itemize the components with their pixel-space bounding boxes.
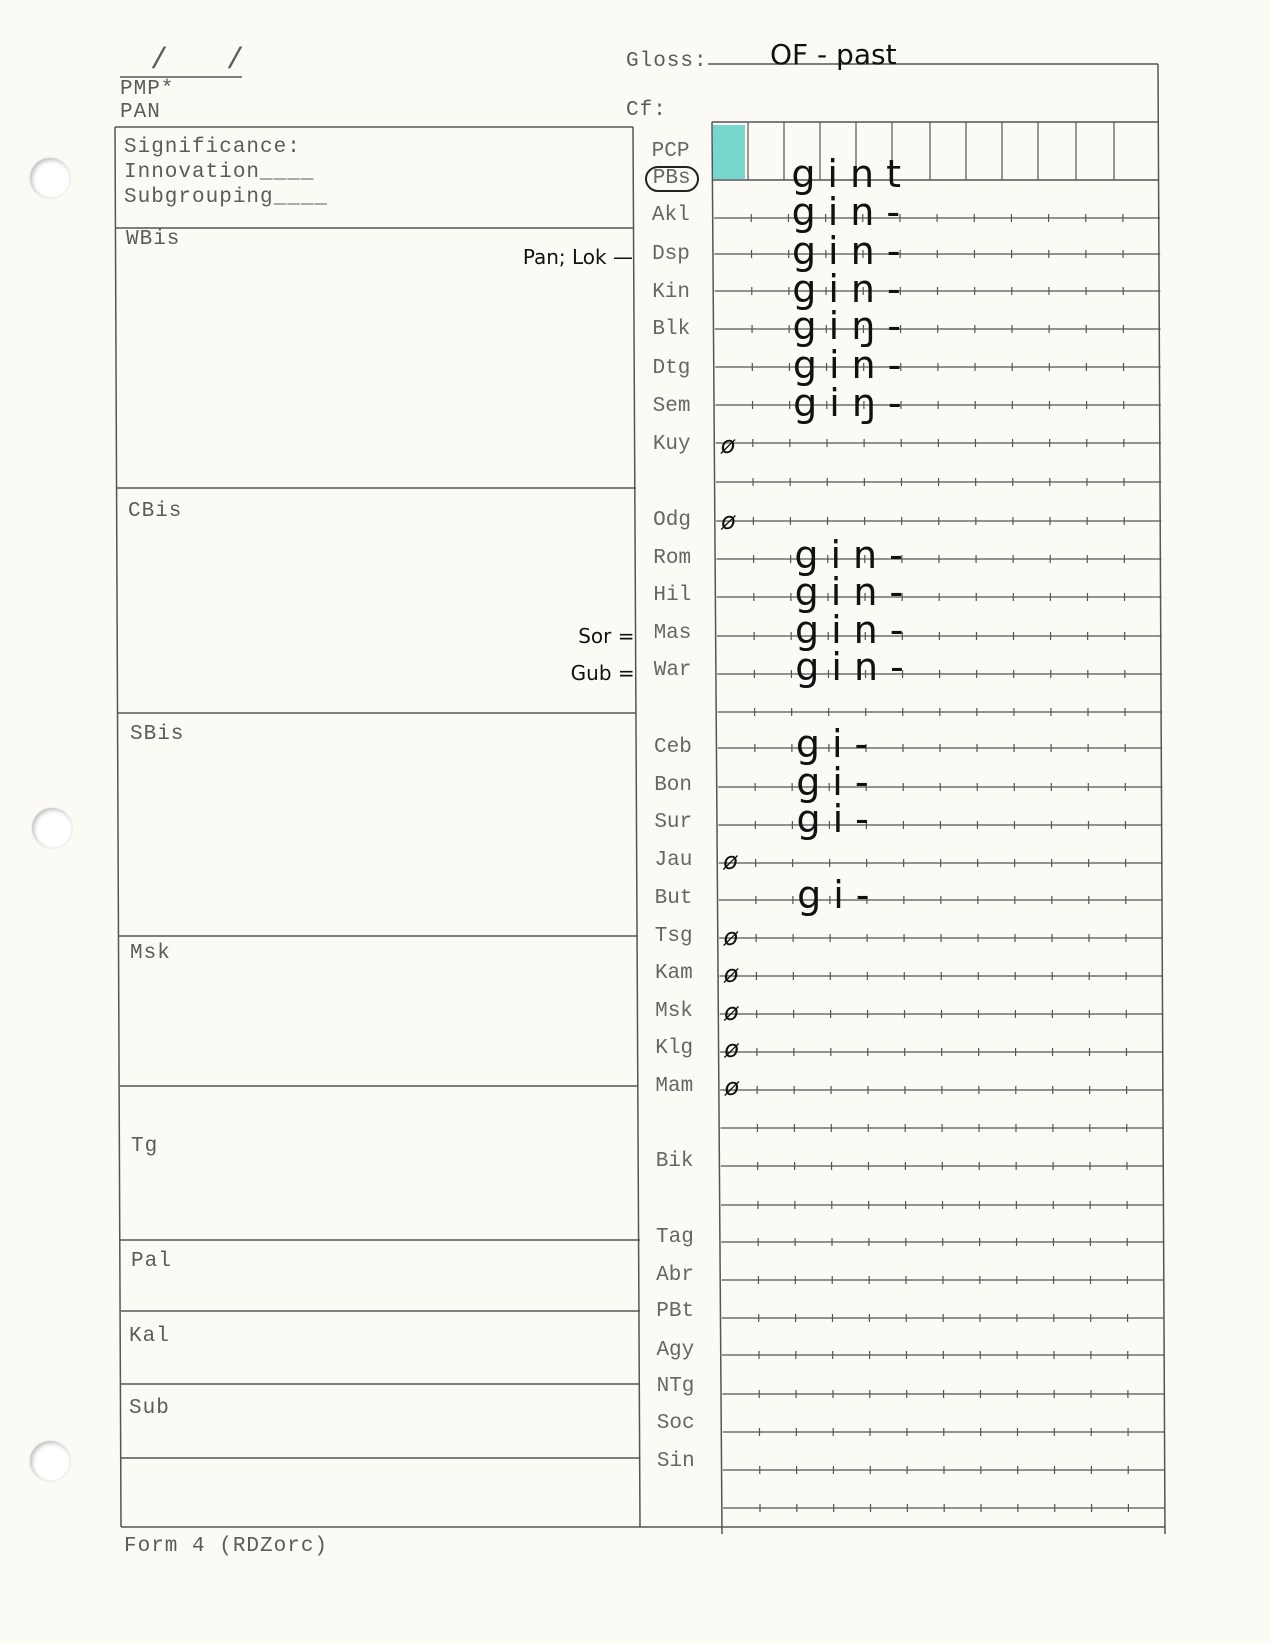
null-reflex-mark: ø (720, 431, 736, 459)
language-code-sur: Sur (654, 811, 693, 834)
null-reflex-mark: ø (723, 923, 739, 951)
language-code-blk: Blk (652, 318, 691, 341)
innovation-label: Innovation____ (124, 161, 315, 184)
language-code-bik: Bik (655, 1150, 694, 1173)
language-code-pcp: PCP (651, 140, 690, 163)
section-label-wbis: WBis (126, 228, 181, 251)
section-label-sub: Sub (129, 1397, 170, 1420)
language-code-msk: Msk (655, 1000, 693, 1023)
reflex-form: gin- (794, 533, 915, 577)
section-label-pal: Pal (131, 1250, 172, 1273)
language-code-soc: Soc (656, 1412, 695, 1435)
reflex-form: giŋ- (792, 304, 914, 348)
reflex-form: gin- (792, 267, 913, 311)
reflex-form: gin- (792, 343, 914, 387)
reflex-form: gin- (794, 608, 916, 652)
language-code-pbt: PBt (656, 1300, 695, 1323)
language-code-odg: Odg (653, 509, 691, 532)
reflex-form: gi- (796, 760, 881, 804)
handwritten-note: Sor = (578, 624, 635, 648)
null-reflex-mark: ø (724, 1035, 739, 1063)
language-code-but: But (654, 887, 693, 910)
reflex-form: gint (791, 152, 913, 196)
language-code-akl: Akl (651, 204, 690, 227)
reflex-form: gi- (795, 722, 881, 766)
language-code-sem: Sem (652, 395, 691, 418)
language-code-mam: Mam (655, 1075, 694, 1098)
language-code-tag: Tag (655, 1226, 694, 1249)
language-code-hil: Hil (653, 584, 692, 607)
language-code-abr: Abr (656, 1264, 694, 1287)
section-label-kal: Kal (129, 1325, 170, 1348)
reflex-form: gin- (791, 190, 913, 234)
section-label-sbis: SBis (130, 723, 185, 746)
language-code-kuy: Kuy (652, 433, 691, 456)
gloss-label: Gloss: (626, 50, 708, 73)
language-code-tsg: Tsg (654, 925, 693, 948)
language-code-dtg: Dtg (652, 357, 691, 380)
reflex-form: giŋ- (793, 381, 914, 425)
reflex-form: gin- (791, 229, 913, 273)
significance-label: Significance: (124, 136, 301, 159)
language-code-sin: Sin (656, 1450, 695, 1473)
footer-label: Form 4 (RDZorc) (124, 1535, 329, 1558)
language-code-kin: Kin (652, 281, 691, 304)
reflex-form: gi- (797, 873, 882, 917)
language-code-agy: Agy (656, 1339, 695, 1362)
language-code-mas: Mas (653, 622, 692, 645)
section-label-tg: Tg (131, 1135, 159, 1158)
language-code-rom: Rom (653, 547, 692, 570)
date-slashes: / / (150, 44, 265, 78)
cf-label: Cf: (626, 99, 667, 122)
null-reflex-mark: ø (721, 507, 736, 535)
language-code-dsp: Dsp (652, 243, 690, 266)
language-code-kam: Kam (654, 962, 693, 985)
language-code-bon: Bon (654, 774, 692, 797)
section-label-msk: Msk (130, 942, 171, 965)
handwritten-note: Pan; Lok — (522, 245, 633, 269)
null-reflex-mark: ø (724, 998, 739, 1026)
pan-label: PAN (120, 101, 161, 124)
section-label-cbis: CBis (128, 500, 183, 523)
handwritten-note: Gub = (570, 661, 635, 685)
language-code-war: War (653, 659, 692, 682)
gloss-value: OF - past (770, 38, 897, 71)
null-reflex-mark: ø (723, 960, 739, 988)
reflex-form: gi- (796, 797, 881, 841)
reflex-form: gin- (794, 570, 916, 614)
language-code-jau: Jau (654, 849, 693, 872)
null-reflex-mark: ø (723, 847, 738, 875)
language-code-ceb: Ceb (654, 736, 692, 759)
language-code-ntg: NTg (656, 1375, 695, 1398)
null-reflex-mark: ø (724, 1073, 740, 1101)
reflex-form: gin- (795, 645, 916, 689)
language-code-klg: Klg (655, 1037, 694, 1060)
pmp-label: PMP* (120, 78, 175, 101)
subgrouping-label: Subgrouping____ (124, 186, 329, 209)
language-code-pbs: PBs (645, 166, 699, 192)
